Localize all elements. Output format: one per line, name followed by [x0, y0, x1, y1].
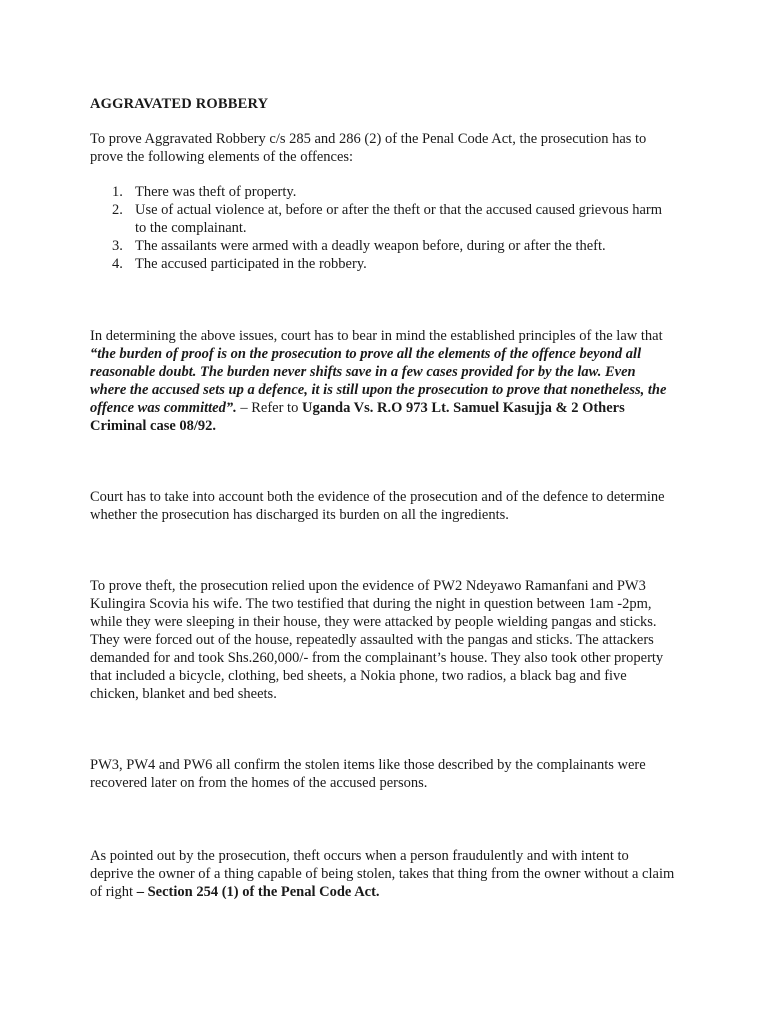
- definition-lead: As pointed out by the prosecution, theft occurs when a person fraudulently and with intent to deprive the owner of a thing capable of being stolen, takes that thing from the owner without a claim of right: [90, 848, 675, 900]
- document-title: AGGRAVATED ROBBERY: [90, 96, 269, 112]
- list-item-text: There was theft of property.: [135, 184, 297, 200]
- list-item-number: 1.: [112, 184, 123, 200]
- list-item-text: The assailants were armed with a deadly weapon before, during or after the theft.: [135, 238, 606, 254]
- list-item: [90, 201, 675, 237]
- list-item: [90, 255, 675, 273]
- recovered-paragraph: PW3, PW4 and PW6 all confirm the stolen items like those described by the complainants were recovered later on from the homes of the accused persons.: [90, 757, 646, 791]
- intro-paragraph: To prove Aggravated Robbery c/s 285 and 286 (2) of the Penal Code Act, the prosecution has to prove the following elements of the offences:: [90, 131, 647, 165]
- principles-refer: – Refer to: [236, 400, 302, 416]
- list-item-text: Use of actual violence at, before or after the theft or that the accused caused grievous harm to the complainant.: [135, 202, 662, 236]
- principles-lead: In determining the above issues, court has to bear in mind the established principles of the law that: [90, 328, 663, 344]
- list-item: [90, 183, 675, 201]
- definition-paragraph: [90, 847, 675, 901]
- list-item-text: The accused participated in the robbery.: [135, 256, 367, 272]
- principles-paragraph: [90, 327, 675, 435]
- principles-citation: Uganda Vs. R.O 973 Lt. Samuel Kasujja & 2 Others Criminal case 08/92.: [90, 400, 625, 434]
- list-item-number: 3.: [112, 238, 123, 254]
- list-item-number: 2.: [112, 202, 123, 218]
- definition-citation: – Section 254 (1) of the Penal Code Act.: [136, 884, 380, 900]
- principles-quote: “the burden of proof is on the prosecution to prove all the elements of the offence beyond all reasonable doubt. The burden never shifts save in a few cases provided for by the law. Even where the accused sets up a defence, it is still upon the prosecution to prove that nonetheless, the offence was committed”.: [90, 346, 667, 416]
- theft-paragraph: To prove theft, the prosecution relied upon the evidence of PW2 Ndeyawo Ramanfani and PW3 Kulingira Scovia his wife. The two testified that during the night in question between 1am -2pm, while they were sleeping in their house, they were attacked by people wielding pangas and sticks. They were forced out of the house, repeatedly assaulted with the pangas and sticks. The attackers demanded for and took Shs.260,000/- from the complainant’s house. They also took other property that included a bicycle, clothing, bed sheets, a Nokia phone, two radios, a black bag and five chicken, blanket and bed sheets.: [90, 578, 664, 702]
- list-item-number: 4.: [112, 256, 123, 272]
- elements-list: [90, 183, 675, 273]
- evidence-paragraph: Court has to take into account both the evidence of the prosecution and of the defence to determine whether the prosecution has discharged its burden on all the ingredients.: [90, 489, 665, 523]
- list-item: [90, 237, 675, 255]
